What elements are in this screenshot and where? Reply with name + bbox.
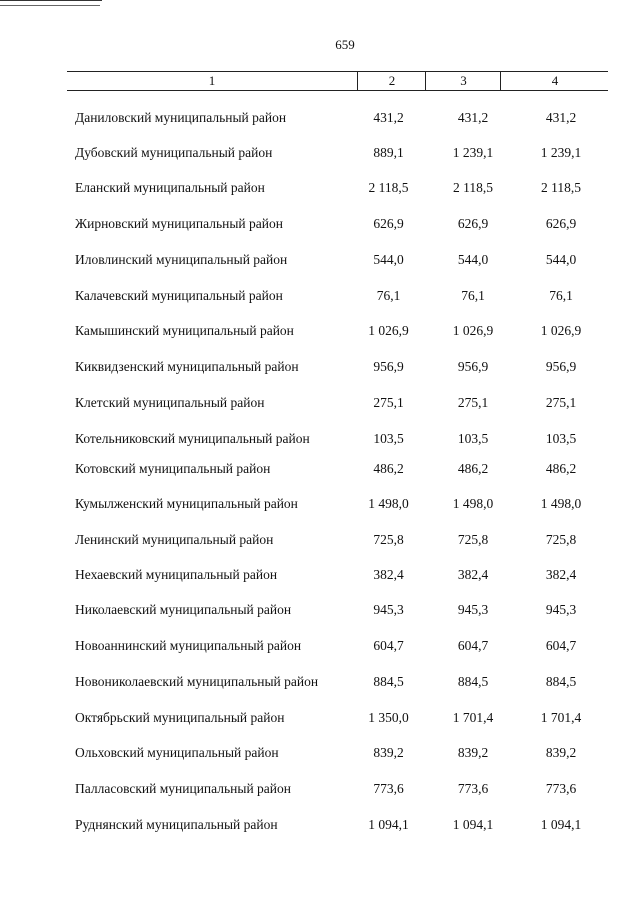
table-row <box>0 178 640 198</box>
district-name: Жирновский муниципальный район <box>75 216 283 231</box>
value-col-4: 1 239,1 <box>540 145 582 160</box>
district-name: Клетский муниципальный район <box>75 395 265 410</box>
table-row <box>0 815 640 835</box>
value-col-2: 1 350,0 <box>368 710 409 725</box>
table-row <box>0 321 640 341</box>
value-col-2: 76,1 <box>376 288 401 303</box>
value-col-2: 725,8 <box>373 532 404 547</box>
district-name: Палласовский муниципальный район <box>75 781 291 796</box>
value-col-2: 1 026,9 <box>368 323 409 338</box>
column-header-3: 3 <box>425 72 501 90</box>
column-header-2: 2 <box>357 72 426 90</box>
value-col-4: 431,2 <box>545 110 577 125</box>
value-col-3: 431,2 <box>457 110 489 125</box>
district-name: Кумылженский муниципальный район <box>75 496 298 511</box>
value-col-3: 1 498,0 <box>452 496 494 511</box>
district-name: Новоаннинский муниципальный район <box>75 638 302 653</box>
value-col-3: 544,0 <box>457 252 489 267</box>
value-col-3: 773,6 <box>457 781 489 796</box>
value-col-3: 725,8 <box>457 532 489 547</box>
table-row <box>0 143 640 163</box>
table-row <box>0 214 640 234</box>
value-col-2: 945,3 <box>373 602 404 617</box>
table-row <box>0 743 640 763</box>
value-col-2: 382,4 <box>373 567 404 582</box>
value-col-4: 275,1 <box>545 395 577 410</box>
value-col-4: 1 701,4 <box>540 710 582 725</box>
district-name: Калачевский муниципальный район <box>75 288 283 303</box>
table-row <box>0 565 640 585</box>
value-col-2: 103,5 <box>373 431 404 446</box>
value-col-3: 103,5 <box>457 431 489 446</box>
district-name: Дубовский муниципальный район <box>75 145 273 160</box>
value-col-4: 725,8 <box>545 532 577 547</box>
table-row <box>0 708 640 728</box>
district-name: Руднянский муниципальный район <box>75 817 278 832</box>
value-col-3: 604,7 <box>457 638 489 653</box>
district-name: Даниловский муниципальный район <box>75 110 287 125</box>
value-col-4: 956,9 <box>545 359 577 374</box>
value-col-3: 486,2 <box>457 461 489 476</box>
value-col-2: 773,6 <box>373 781 404 796</box>
table-row <box>0 459 640 479</box>
district-name: Котовский муниципальный район <box>75 461 271 476</box>
value-col-4: 945,3 <box>545 602 577 617</box>
value-col-2: 275,1 <box>373 395 404 410</box>
value-col-3: 1 239,1 <box>452 145 494 160</box>
value-col-4: 839,2 <box>545 745 577 760</box>
value-col-2: 1 498,0 <box>368 496 409 511</box>
value-col-2: 1 094,1 <box>368 817 409 832</box>
value-col-3: 945,3 <box>457 602 489 617</box>
column-header-1: 1 <box>208 73 216 88</box>
value-col-3: 275,1 <box>457 395 489 410</box>
table-row <box>0 429 640 449</box>
page-number: 659 <box>335 37 355 52</box>
value-col-3: 956,9 <box>457 359 489 374</box>
value-col-4: 1 498,0 <box>540 496 582 511</box>
table-row <box>0 779 640 799</box>
value-col-3: 1 026,9 <box>452 323 494 338</box>
district-name: Ленинский муниципальный район <box>75 532 274 547</box>
value-col-3: 626,9 <box>457 216 489 231</box>
table-row <box>0 636 640 656</box>
value-col-2: 956,9 <box>373 359 404 374</box>
district-name: Нехаевский муниципальный район <box>75 567 278 582</box>
value-col-3: 839,2 <box>457 745 489 760</box>
table-row <box>0 357 640 377</box>
value-col-4: 103,5 <box>545 431 577 446</box>
value-col-4: 1 026,9 <box>540 323 582 338</box>
table-row <box>0 250 640 270</box>
value-col-2: 884,5 <box>373 674 404 689</box>
value-col-2: 626,9 <box>373 216 404 231</box>
table-row <box>0 108 640 128</box>
value-col-2: 431,2 <box>373 110 404 125</box>
value-col-2: 2 118,5 <box>368 180 409 195</box>
table-row <box>0 286 640 306</box>
value-col-4: 773,6 <box>545 781 577 796</box>
table-row <box>0 393 640 413</box>
table-row <box>0 494 640 514</box>
table-row <box>0 600 640 620</box>
district-name: Котельниковский муниципальный район <box>75 431 310 446</box>
value-col-2: 604,7 <box>373 638 404 653</box>
district-name: Новониколаевский муниципальный район <box>75 674 319 689</box>
value-col-4: 544,0 <box>545 252 577 267</box>
district-name: Ольховский муниципальный район <box>75 745 279 760</box>
table-row <box>0 530 640 550</box>
value-col-4: 884,5 <box>545 674 577 689</box>
value-col-3: 1 094,1 <box>452 817 494 832</box>
value-col-2: 544,0 <box>373 252 404 267</box>
district-name: Киквидзенский муниципальный район <box>75 359 299 374</box>
column-header-4: 4 <box>500 72 609 90</box>
value-col-4: 1 094,1 <box>540 817 582 832</box>
district-name: Камышинский муниципальный район <box>75 323 294 338</box>
district-name: Октябрьский муниципальный район <box>75 710 285 725</box>
value-col-4: 626,9 <box>545 216 577 231</box>
district-name: Николаевский муниципальный район <box>75 602 292 617</box>
value-col-4: 2 118,5 <box>541 180 581 195</box>
value-col-3: 382,4 <box>457 567 489 582</box>
value-col-2: 839,2 <box>373 745 404 760</box>
value-col-3: 884,5 <box>457 674 489 689</box>
value-col-4: 382,4 <box>545 567 577 582</box>
district-name: Еланский муниципальный район <box>75 180 265 195</box>
value-col-4: 76,1 <box>549 288 573 303</box>
table-row <box>0 672 640 692</box>
value-col-3: 76,1 <box>461 288 485 303</box>
value-col-4: 604,7 <box>545 638 577 653</box>
value-col-3: 2 118,5 <box>453 180 493 195</box>
value-col-2: 486,2 <box>373 461 404 476</box>
value-col-3: 1 701,4 <box>452 710 494 725</box>
district-name: Иловлинский муниципальный район <box>75 252 288 267</box>
value-col-4: 486,2 <box>545 461 577 476</box>
value-col-2: 889,1 <box>373 145 404 160</box>
